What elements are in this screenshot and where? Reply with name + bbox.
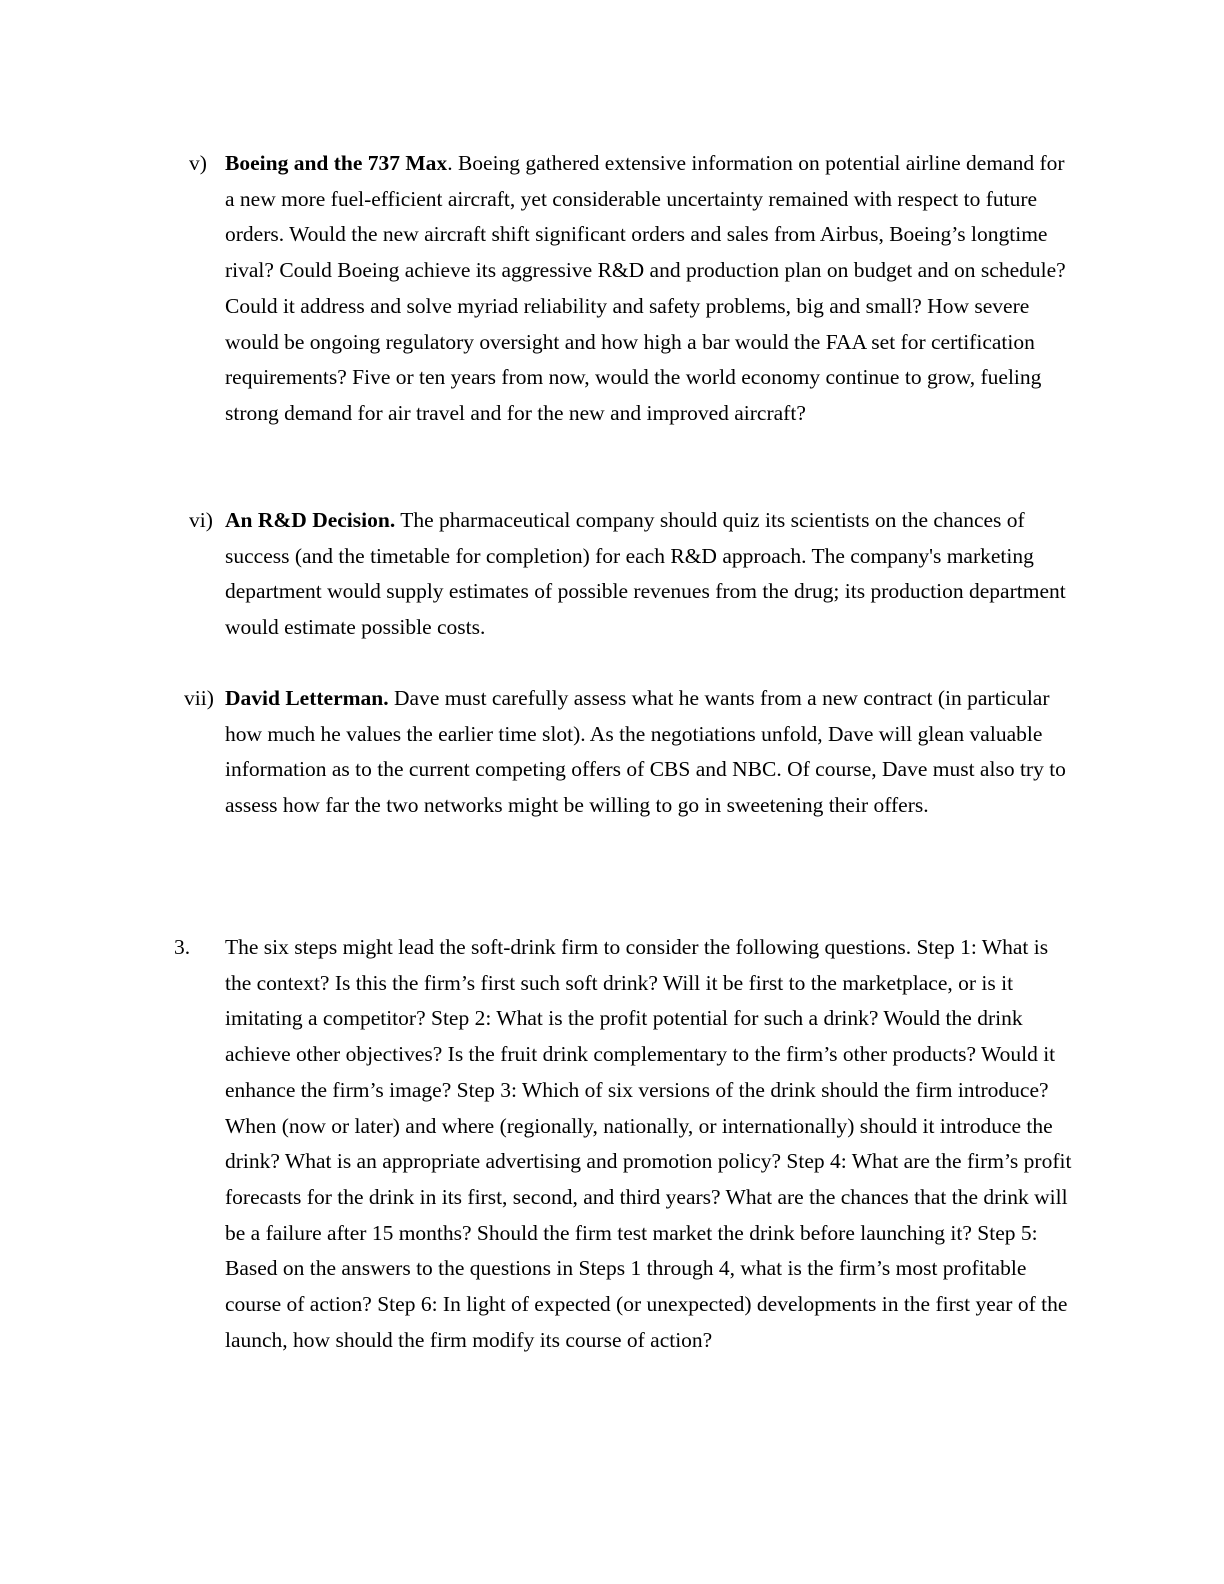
item-text: Boeing gathered extensive information on potential airline demand for a new more fuel-efficient aircraft, yet considerable uncertainty remained with respect to future orders. Would the new aircraft shift significant orders and sales from Airbus, Boeing’s longtime rival? Could Boeing achieve its aggressive R&D and production plan on budget and on schedule? Could it address and solve myriad reliability and safety problems, big and small? How severe would be ongoing regulatory oversight and how high a bar would the FAA set for certification requirements? Five or ten years from now, would the world economy continue to grow, fueling strong demand for air travel and for the new and improved aircraft? (225, 151, 1066, 425)
item-title: David Letterman. (225, 686, 389, 710)
item-title: An R&D Decision. (225, 508, 396, 532)
list-marker: 3. (174, 935, 191, 959)
item-title-punctuation: . (447, 151, 453, 175)
list-marker: vi) (189, 508, 213, 532)
list-marker: v) (189, 151, 207, 175)
item-text: The pharmaceutical company should quiz its scientists on the chances of success (and the timetable for completion) for each R&D approach. The company's marketing department would supply estimates of possible revenues from the drug; its production department would estimate possible costs. (225, 508, 1066, 640)
answer-paragraph: The six steps might lead the soft-drink firm to consider the following questions. Step 1: What is the context? Is this the firm’s first such soft drink? Will it be first to the marketplace, or is it imitating a competitor? Step 2: What is the profit potential for such a drink? Would the drink achieve other objectives? Is the fruit drink complementary to the firm’s other products? Would it enhance the firm’s image? Step 3: Which of six versions of the drink should the firm introduce? When (now or later) and where (regionally, nationally, or internationally) should it introduce the drink? What is an appropriate advertising and promotion policy? Step 4: What are the firm’s profit forecasts for the drink in its first, second, and third years? What are the chances that the drink will be a failure after 15 months? Should the firm test market the drink before launching it? Step 5: Based on the answers to the questions in Steps 1 through 4, what is the firm’s most profitable course of action? Step 6: In light of expected (or unexpected) developments in the first year of the launch, how should the firm modify its course of action? (225, 935, 1072, 1352)
list-item-body (225, 503, 1075, 646)
item-text: Dave must carefully assess what he wants from a new contract (in particular how much he values the earlier time slot). As the negotiations unfold, Dave will glean valuable information as to the current competing offers of CBS and NBC. Of course, Dave must also try to assess how far the two networks might be willing to go in sweetening their offers. (225, 686, 1066, 818)
list-item-body (225, 146, 1075, 432)
list-marker: vii) (184, 686, 214, 710)
item-title: Boeing and the 737 Max (225, 151, 448, 175)
list-item-body (225, 681, 1075, 824)
